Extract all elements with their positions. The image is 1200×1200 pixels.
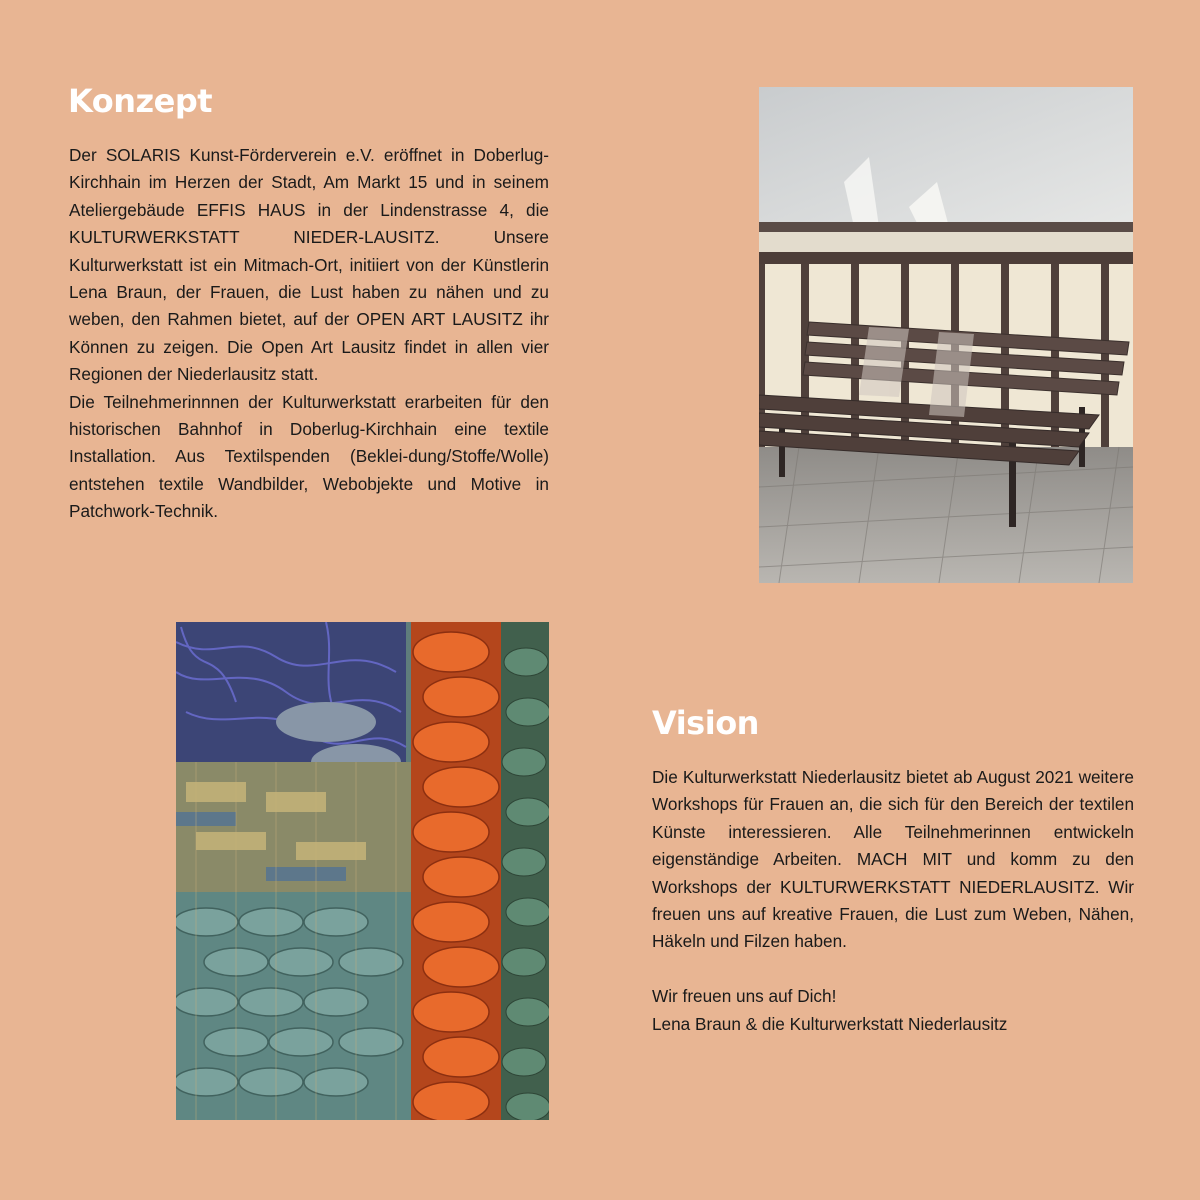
vision-text <box>652 764 1134 1038</box>
konzept-paragraph-2: Die Teilnehmerinnnen der Kulturwerkstatt erarbeiten für den historischen Bahnhof in Doberlug-Kirchhain eine textile Installation. Aus Textilspenden (Beklei-dung/Stoffe/Wolle) entstehen textile Wandbilder, Webobjekte und Motive in Patchwork-Technik. <box>69 391 549 522</box>
vision-closing-line-1: Wir freuen uns auf Dich! <box>652 986 837 1007</box>
konzept-text <box>69 142 549 526</box>
bench-photo <box>759 87 1133 583</box>
konzept-paragraph-1: Der SOLARIS Kunst-Förderverein e.V. eröffnet in Doberlug-Kirchhain im Herzen der Stadt, Am Markt 15 und in seinem Ateliergebäude EFFIS HAUS in der Lindenstrasse 4, die KULTURWERKSTATT NIEDER-LAUSITZ. Unsere Kulturwerkstatt ist ein Mitmach-Ort, initiiert von der Künstlerin Lena Braun, der Frauen, die Lust haben zu nähen und zu weben, den Rahmen bietet, auf der OPEN ART LAUSITZ ihr Können zu zeigen. Die Open Art Lausitz findet in allen vier Regionen der Niederlausitz statt. <box>69 145 549 385</box>
bench-photo-graphic <box>759 87 1133 583</box>
vision-heading: Vision <box>652 704 759 742</box>
weaving-photo <box>176 622 549 1120</box>
vision-closing-line-2: Lena Braun & die Kulturwerkstatt Niederlausitz <box>652 1013 1008 1034</box>
vision-paragraph-1: Die Kulturwerkstatt Niederlausitz bietet ab August 2021 weitere Workshops für Frauen an, die sich für den Bereich der textilen Künste interessieren. Alle Teilnehmerinnen entwickeln eigenständige Arbeiten. MACH MIT und komm zu den Workshops der KULTURWERKSTATT NIEDERLAUSITZ. Wir freuen uns auf kreative Frauen, die Lust zum Weben, Nähen, Häkeln und Filzen haben. <box>652 767 1134 952</box>
konzept-heading: Konzept <box>68 82 213 120</box>
weaving-photo-graphic <box>176 622 549 1120</box>
